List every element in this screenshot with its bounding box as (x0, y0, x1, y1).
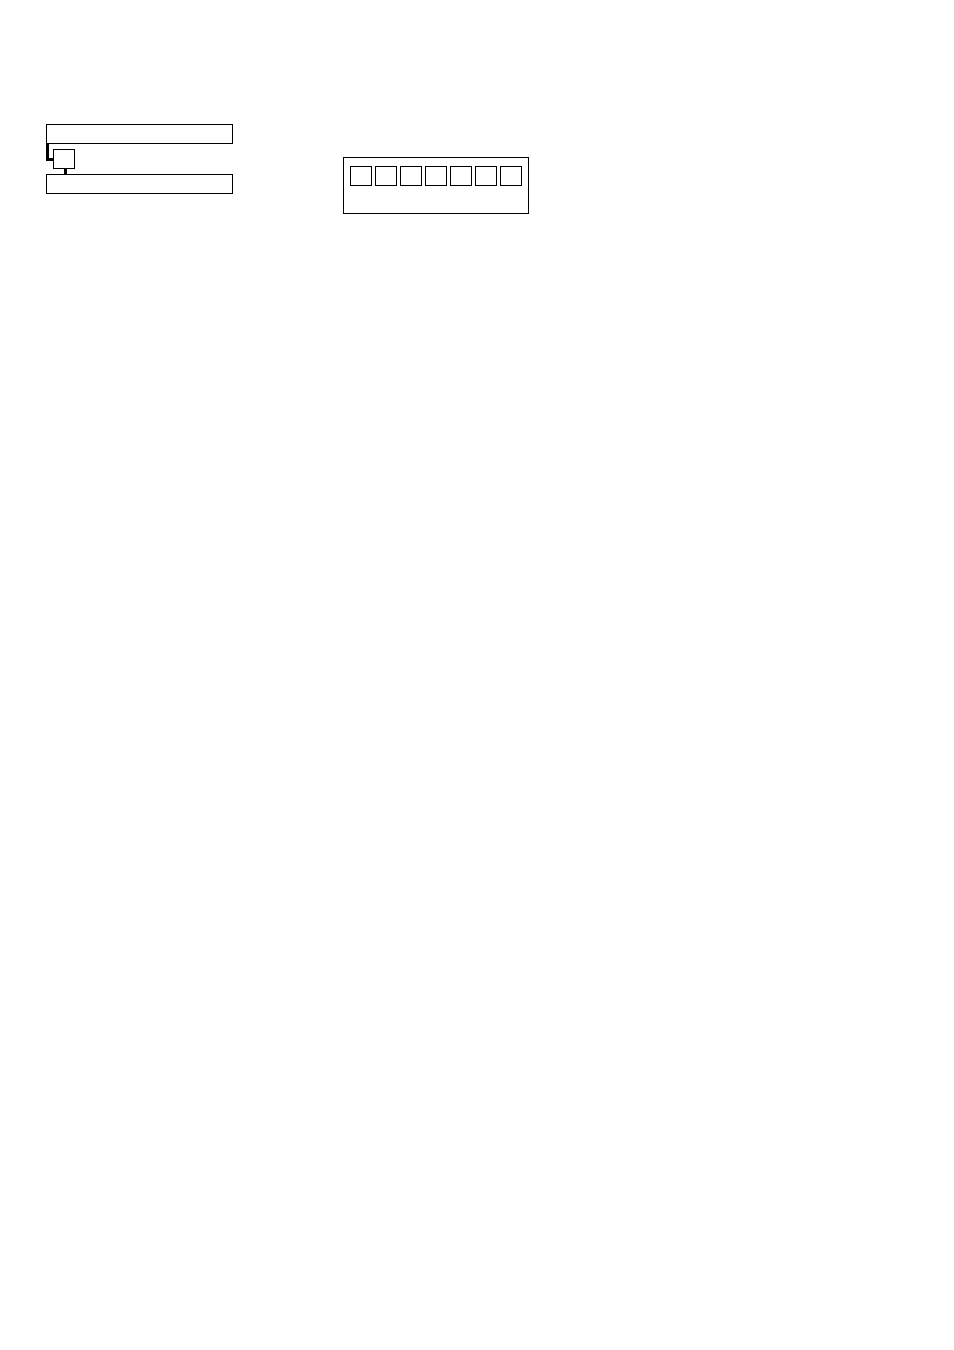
required-keys-legend (343, 157, 529, 214)
p-key (53, 149, 75, 169)
legend-key (400, 166, 422, 186)
legend-key (425, 166, 447, 186)
legend-key (350, 166, 372, 186)
menu-level-box (46, 174, 233, 194)
legend-key (450, 166, 472, 186)
legend-key (375, 166, 397, 186)
standard-display-box (46, 124, 233, 144)
legend-key (500, 166, 522, 186)
legend-key (475, 166, 497, 186)
